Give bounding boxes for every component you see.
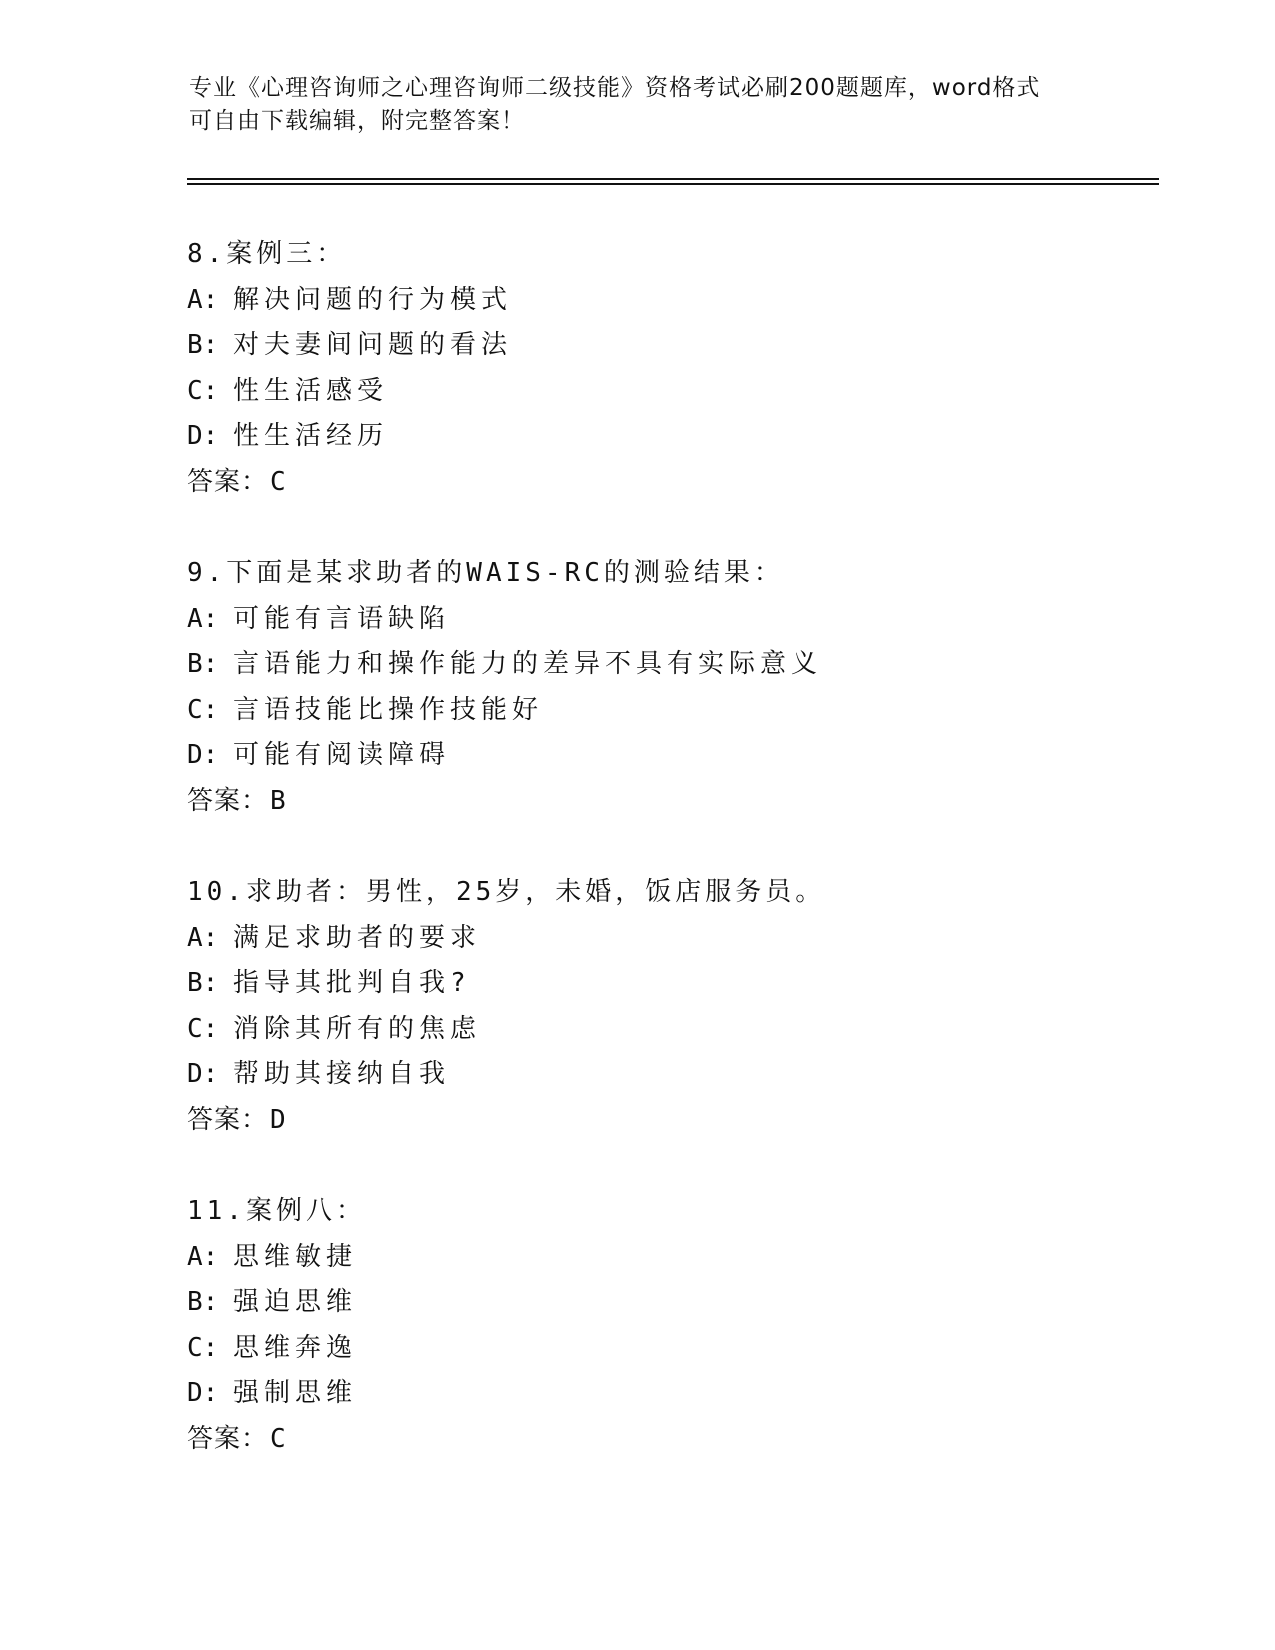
- answer-value: C: [270, 466, 287, 497]
- option-text: 帮助其接纳自我: [233, 1059, 451, 1089]
- option-a: [187, 597, 1087, 643]
- option-a: [187, 1235, 1087, 1281]
- option-text: 可能有言语缺陷: [233, 603, 451, 634]
- answer-label: 答案：: [187, 1104, 269, 1135]
- question-title: 11.案例八：: [187, 1196, 366, 1226]
- option-text: 消除其所有的焦虑: [233, 1013, 482, 1044]
- answer-value: D: [270, 1104, 287, 1135]
- option-d: [187, 414, 1087, 460]
- question-title: 10.求助者：男性，25岁，未婚，饭店服务员。: [187, 877, 826, 907]
- option-label: A:: [187, 284, 219, 315]
- option-label: A:: [187, 1241, 219, 1272]
- option-a: [187, 278, 1087, 324]
- option-label: B:: [187, 1287, 219, 1317]
- option-text: 言语能力和操作能力的差异不具有实际意义: [233, 649, 823, 679]
- option-c: [187, 1007, 1087, 1053]
- option-b: [187, 961, 1087, 1007]
- option-label: D:: [187, 1059, 219, 1089]
- option-a: [187, 916, 1087, 962]
- option-text: 性生活感受: [233, 375, 389, 406]
- option-label: A:: [187, 603, 219, 634]
- option-text: 指导其批判自我?: [233, 968, 471, 998]
- option-label: B:: [187, 968, 219, 998]
- header-divider-bottom: [187, 183, 1159, 185]
- option-text: 强制思维: [233, 1378, 358, 1408]
- header-line-2: 可自由下载编辑，附完整答案！: [189, 108, 525, 134]
- answer-line: [187, 460, 1087, 506]
- question-9: [187, 551, 1087, 824]
- option-c: [187, 688, 1087, 734]
- question-title: 9.下面是某求助者的WAIS-RC的测验结果：: [187, 558, 784, 588]
- option-d: [187, 733, 1087, 779]
- answer-label: 答案：: [187, 1423, 269, 1454]
- question-11: [187, 1189, 1087, 1462]
- option-label: C:: [187, 375, 219, 406]
- option-text: 言语技能比操作技能好: [233, 694, 544, 725]
- option-b: [187, 323, 1087, 369]
- option-text: 性生活经历: [233, 421, 389, 451]
- option-c: [187, 369, 1087, 415]
- option-text: 对夫妻间问题的看法: [233, 330, 513, 360]
- option-label: C:: [187, 694, 219, 725]
- option-text: 解决问题的行为模式: [233, 284, 513, 315]
- answer-line: [187, 779, 1087, 825]
- answer-label: 答案：: [187, 785, 269, 816]
- document-header: [189, 72, 1089, 138]
- option-text: 思维敏捷: [233, 1241, 358, 1272]
- answer-label: 答案：: [187, 466, 269, 497]
- header-divider-top: [187, 178, 1159, 180]
- option-label: D:: [187, 1378, 219, 1408]
- option-b: [187, 1280, 1087, 1326]
- answer-line: [187, 1098, 1087, 1144]
- question-8: [187, 232, 1087, 505]
- option-label: A:: [187, 922, 219, 953]
- option-d: [187, 1052, 1087, 1098]
- question-10: [187, 870, 1087, 1143]
- option-text: 可能有阅读障碍: [233, 740, 451, 770]
- option-label: B:: [187, 330, 219, 360]
- answer-value: C: [270, 1423, 287, 1454]
- option-b: [187, 642, 1087, 688]
- option-label: B:: [187, 649, 219, 679]
- option-c: [187, 1326, 1087, 1372]
- header-line-1: 专业《心理咨询师之心理咨询师二级技能》资格考试必刷200题题库，word格式: [189, 75, 1041, 101]
- answer-value: B: [270, 785, 287, 816]
- option-label: C:: [187, 1013, 219, 1044]
- option-d: [187, 1371, 1087, 1417]
- answer-line: [187, 1417, 1087, 1463]
- option-label: D:: [187, 421, 219, 451]
- option-label: D:: [187, 740, 219, 770]
- option-text: 强迫思维: [233, 1287, 358, 1317]
- option-label: C:: [187, 1332, 219, 1363]
- question-title: 8.案例三：: [187, 239, 347, 269]
- option-text: 满足求助者的要求: [233, 922, 482, 953]
- option-text: 思维奔逸: [233, 1332, 358, 1363]
